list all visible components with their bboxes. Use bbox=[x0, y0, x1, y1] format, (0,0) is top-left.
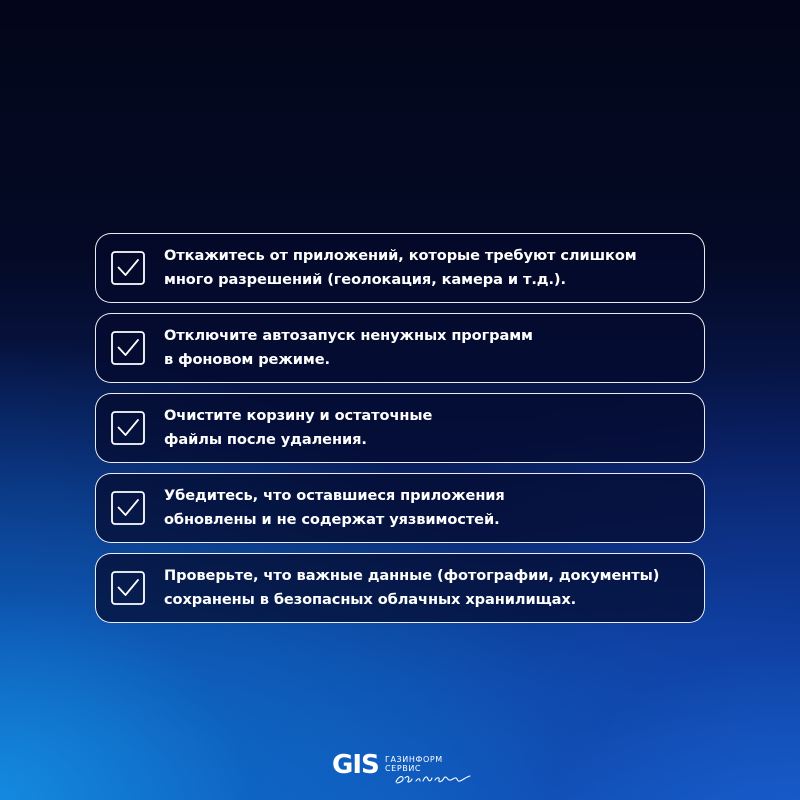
checklist-item-line-1: Очистите корзину и остаточные bbox=[164, 407, 433, 424]
checklist-item-text bbox=[164, 244, 637, 292]
checklist-item-line-1: Убедитесь, что оставшиеся приложения bbox=[164, 487, 505, 504]
logo-company-name-line-2: СЕРВИС bbox=[385, 764, 422, 773]
checklist-item-text bbox=[164, 324, 533, 372]
logo-mark: GIS bbox=[332, 750, 379, 780]
checklist-item-line-2: много разрешений (геолокация, камера и т.д.). bbox=[164, 271, 566, 288]
logo-company-name-line-1: ГАЗИНФОРМ bbox=[385, 755, 443, 764]
checklist-item-line-1: Проверьте, что важные данные (фотографии, документы) bbox=[164, 567, 660, 584]
checklist-item-text bbox=[164, 484, 505, 532]
checkbox-checked-icon bbox=[111, 411, 145, 445]
checkbox-checked-icon bbox=[111, 331, 145, 365]
checklist-item-4 bbox=[95, 473, 705, 543]
checklist-item-3 bbox=[95, 393, 705, 463]
checkbox-checked-icon bbox=[111, 571, 145, 605]
checklist-item-line-2: сохранены в безопасных облачных хранилищах. bbox=[164, 591, 577, 608]
checklist-item-text bbox=[164, 564, 659, 612]
checklist-item-1 bbox=[95, 233, 705, 303]
checklist-item-line-2: обновлены и не содержат уязвимостей. bbox=[164, 511, 500, 528]
checklist-item-line-1: Отключите автозапуск ненужных программ bbox=[164, 327, 533, 344]
checklist-item-line-2: в фоновом режиме. bbox=[164, 351, 330, 368]
checklist-item-2 bbox=[95, 313, 705, 383]
checklist-item-text bbox=[164, 404, 432, 452]
checklist-item-line-1: Откажитесь от приложений, которые требуют слишком bbox=[164, 247, 637, 264]
checkbox-checked-icon bbox=[111, 491, 145, 525]
security-checklist bbox=[95, 233, 705, 623]
anniversary-signature-icon bbox=[394, 769, 472, 785]
checklist-item-5 bbox=[95, 553, 705, 623]
company-logo bbox=[332, 750, 472, 786]
checkbox-checked-icon bbox=[111, 251, 145, 285]
checklist-item-line-2: файлы после удаления. bbox=[164, 431, 367, 448]
